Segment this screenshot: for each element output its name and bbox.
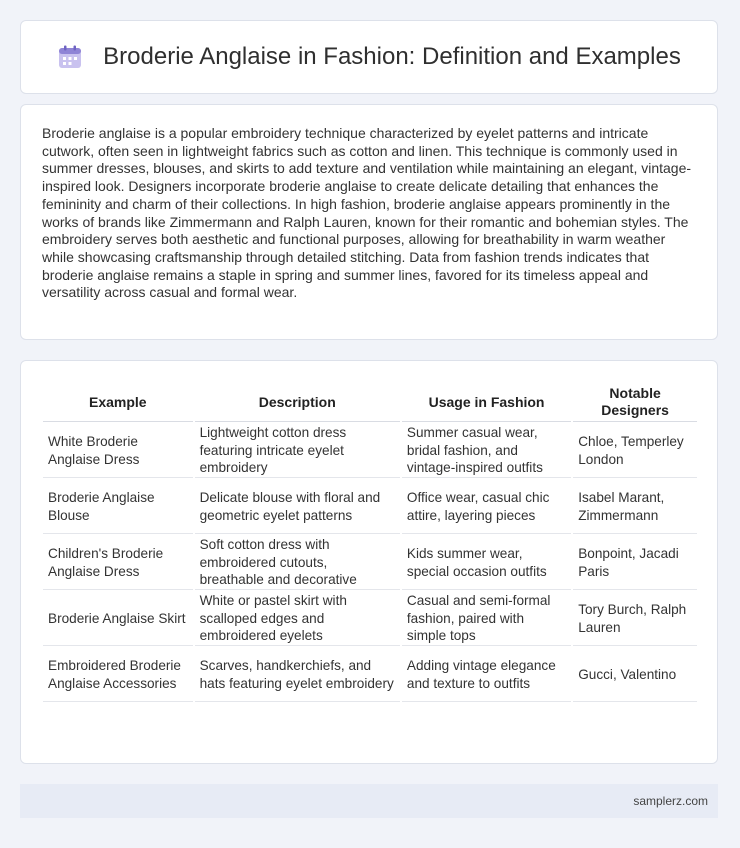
column-header: Notable Designers xyxy=(573,383,697,422)
table-cell: Broderie Anglaise Blouse xyxy=(43,480,193,534)
table-cell: Children's Broderie Anglaise Dress xyxy=(43,536,193,590)
table-cell: Summer casual wear, bridal fashion, and vintage-inspired outfits xyxy=(402,424,571,478)
examples-table-card xyxy=(20,360,718,764)
table-header-row xyxy=(43,383,697,422)
page-footer xyxy=(20,784,718,818)
table-cell: Adding vintage elegance and texture to outfits xyxy=(402,648,571,702)
table-cell: Soft cotton dress with embroidered cutouts, breathable and decorative xyxy=(195,536,400,590)
table-row xyxy=(43,424,697,478)
table-cell: Office wear, casual chic attire, layering pieces xyxy=(402,480,571,534)
column-header: Example xyxy=(43,383,193,422)
table-row xyxy=(43,648,697,702)
table-cell: Casual and semi-formal fashion, paired with simple tops xyxy=(402,592,571,646)
table-cell: Gucci, Valentino xyxy=(573,648,697,702)
column-header: Description xyxy=(195,383,400,422)
table-cell: Bonpoint, Jacadi Paris xyxy=(573,536,697,590)
table-cell: White Broderie Anglaise Dress xyxy=(43,424,193,478)
table-cell: Delicate blouse with floral and geometric eyelet patterns xyxy=(195,480,400,534)
table-cell: Broderie Anglaise Skirt xyxy=(43,592,193,646)
table-cell: Tory Burch, Ralph Lauren xyxy=(573,592,697,646)
table-cell: Scarves, handkerchiefs, and hats featuring eyelet embroidery xyxy=(195,648,400,702)
table-row xyxy=(43,536,697,590)
intro-paragraph: Broderie anglaise is a popular embroidery technique characterized by eyelet patterns and intricate cutwork, often seen in lightweight fabrics such as cotton and linen. This technique is commonly used in summer dresses, blouses, and skirts to add texture and ventilation while maintaining an elegant, vintage-inspired look. Designers incorporate broderie anglaise to create delicate detailing that enhances the femininity and charm of their collections. In high fashion, broderie anglaise appears prominently in the works of brands like Zimmermann and Ralph Lauren, known for their romantic and bohemian styles. The embroidery serves both aesthetic and functional purposes, allowing for breathability in warm weather while showcasing craftsmanship through detailed stitching. Data from fashion trends indicates that broderie anglaise remains a staple in spring and summer lines, favored for its timeless appeal and versatility across casual and formal wear. xyxy=(42,125,692,301)
table-cell: Embroidered Broderie Anglaise Accessories xyxy=(43,648,193,702)
table-cell: Chloe, Temperley London xyxy=(573,424,697,478)
footer-site-link[interactable]: samplerz.com xyxy=(633,794,708,808)
table-cell: Kids summer wear, special occasion outfits xyxy=(402,536,571,590)
table-cell: Isabel Marant, Zimmermann xyxy=(573,480,697,534)
examples-table xyxy=(41,381,699,704)
table-cell: White or pastel skirt with scalloped edges and embroidered eyelets xyxy=(195,592,400,646)
column-header: Usage in Fashion xyxy=(402,383,571,422)
page-header xyxy=(20,20,718,94)
table-cell: Lightweight cotton dress featuring intricate eyelet embroidery xyxy=(195,424,400,478)
calendar-icon xyxy=(57,44,83,70)
table-row xyxy=(43,480,697,534)
table-row xyxy=(43,592,697,646)
page-title: Broderie Anglaise in Fashion: Definition and Examples xyxy=(103,43,681,70)
intro-card xyxy=(20,104,718,340)
